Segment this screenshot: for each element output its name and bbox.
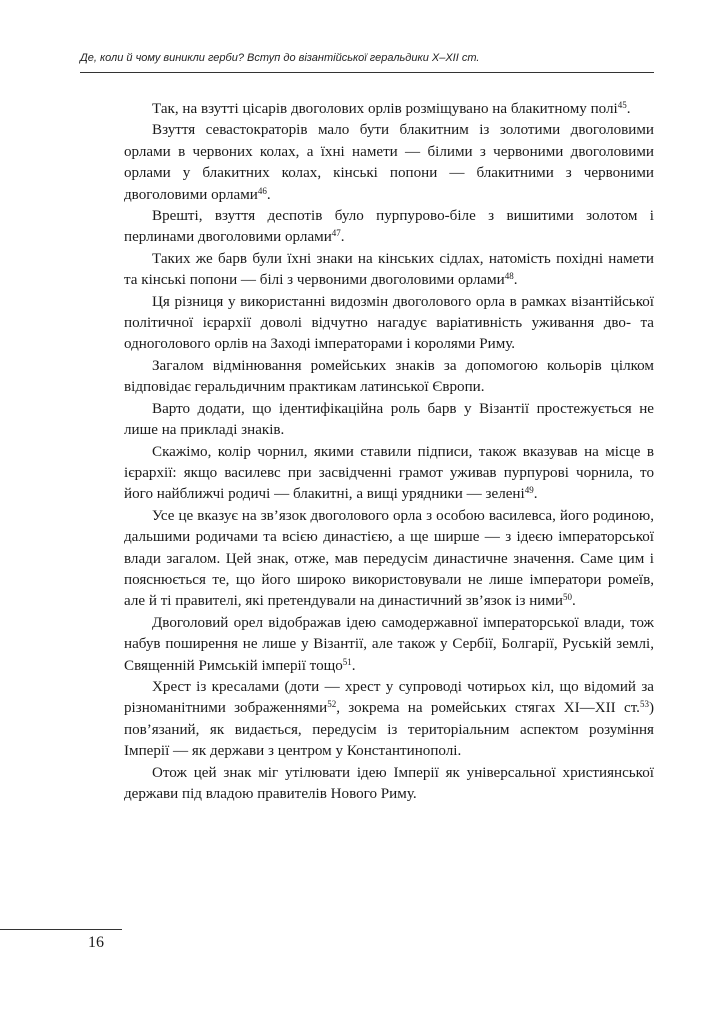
footnote-ref[interactable]: 48 (504, 271, 514, 282)
paragraph-text-middle: , зокрема на ромейських стягах XI—XII ст. (336, 700, 640, 717)
page-number: 16 (88, 934, 104, 951)
paragraph-text: Хрест із кресалами (доти — хрест у супроводі чотирьох кіл, що відомий за різноманітними зображеннями (124, 678, 654, 717)
paragraph-text: Врешті, взуття деспотів було пурпурово-біле з вишитими золотом і перлинами двоголовими орлами (124, 208, 654, 246)
running-header: Де, коли й чому виникли герби? Вступ до візантійської геральдики X–XII ст. (80, 52, 480, 64)
paragraph-text: Скажімо, колір чорнил, якими ставили підписи, також вказував на місце в ієрархії: якщо василевс при засвідченні грамот уживав пурпурові чорнила, то його найближчі родичі — блакитні, а вищі урядники — зелені (124, 443, 654, 503)
footnote-ref[interactable]: 50 (563, 592, 573, 603)
paragraph-text: Варто додати, що ідентифікаційна роль барв у Візантії простежується не лише на прикладі знаків. (124, 400, 654, 439)
paragraph (124, 763, 654, 806)
paragraph (124, 356, 654, 399)
header-rule (80, 72, 654, 73)
paragraph-text: Отож цей знак міг утілювати ідею Імперії як універсальної християнської держави під владою правителів Нового Риму. (124, 764, 654, 802)
paragraph-text-end: . (351, 657, 356, 674)
paragraph (124, 292, 654, 356)
paragraph-text: Ця різниця у використанні видозмін двоголового орла в рамках візантійської політичної ієрархії доволі відчутно нагадує варіативність уживання дво- та одноголового орлів на Заході імператорами і королями Риму. (124, 293, 654, 353)
paragraph-text: Двоголовий орел відображав ідею самодержавної імператорської влади, тож набув поширення не лише у Візантії, але також у Сербії, Болгарії, Руській землі, Священній Римській імперії тощо (124, 614, 654, 674)
paragraph-text-end: . (533, 486, 538, 503)
paragraph-text-end: . (266, 186, 271, 203)
footnote-ref[interactable]: 49 (524, 485, 534, 496)
paragraph (124, 399, 654, 442)
paragraph-text-end: . (340, 229, 345, 246)
paragraph-text: Загалом відмінювання ромейських знаків за допомогою кольорів цілком відповідає геральдичним практикам латинської Європи. (124, 357, 654, 396)
footnote-ref[interactable]: 46 (257, 185, 267, 196)
paragraph-text: Таких же барв були їхні знаки на кінських сідлах, натомість похідні намети та кінські попони — білі з червоними двоголовими орлами (124, 250, 654, 289)
paragraph-text: Так, на взутті цісарів двоголових орлів розміщувано на блакитному полі (152, 101, 618, 117)
footnote-ref[interactable]: 52 (327, 699, 337, 710)
paragraph-text-end: . (626, 101, 631, 117)
paragraph (124, 206, 654, 249)
footer-rule (0, 929, 122, 930)
paragraph (124, 99, 654, 120)
paragraph (124, 613, 654, 677)
paragraph (124, 442, 654, 506)
footnote-ref[interactable]: 47 (331, 228, 341, 239)
paragraph-text: Усе це вказує на зв’язок двоголового орла з особою василевса, його родиною, дальшими родичами та всією династією, а ще ширше — з ідеєю імператорської влади загалом. Цей знак, отже, мав передусім династичне значення. Саме цим і пояснюється те, що його широко використовували не лише імператори ромеїв, але й ті правителі, які претендували на династичний зв’язок із ними (124, 507, 654, 610)
paragraph (124, 120, 654, 206)
footnote-ref[interactable]: 53 (639, 699, 649, 710)
paragraph-text-end: . (513, 272, 518, 289)
footnote-ref[interactable]: 45 (617, 100, 627, 110)
paragraph (124, 506, 654, 613)
paragraph-text-end: ) пов’язаний, як видається, передусім із територіальним аспектом розуміння Імперії — як держави з центром у Константинополі. (124, 700, 654, 760)
body-text (124, 99, 654, 805)
paragraph (124, 249, 654, 292)
footnote-ref[interactable]: 51 (342, 656, 352, 667)
paragraph (124, 677, 654, 763)
paragraph-text: Взуття севастократорів мало бути блакитним із золотими двоголовими орлами в червоних колах, а їхні намети — білими з червоними двоголовими орлами у блакитних колах, кінські попони — блакитними з червоними двоголовими орлами (124, 122, 654, 203)
paragraph-text-end: . (572, 593, 576, 610)
